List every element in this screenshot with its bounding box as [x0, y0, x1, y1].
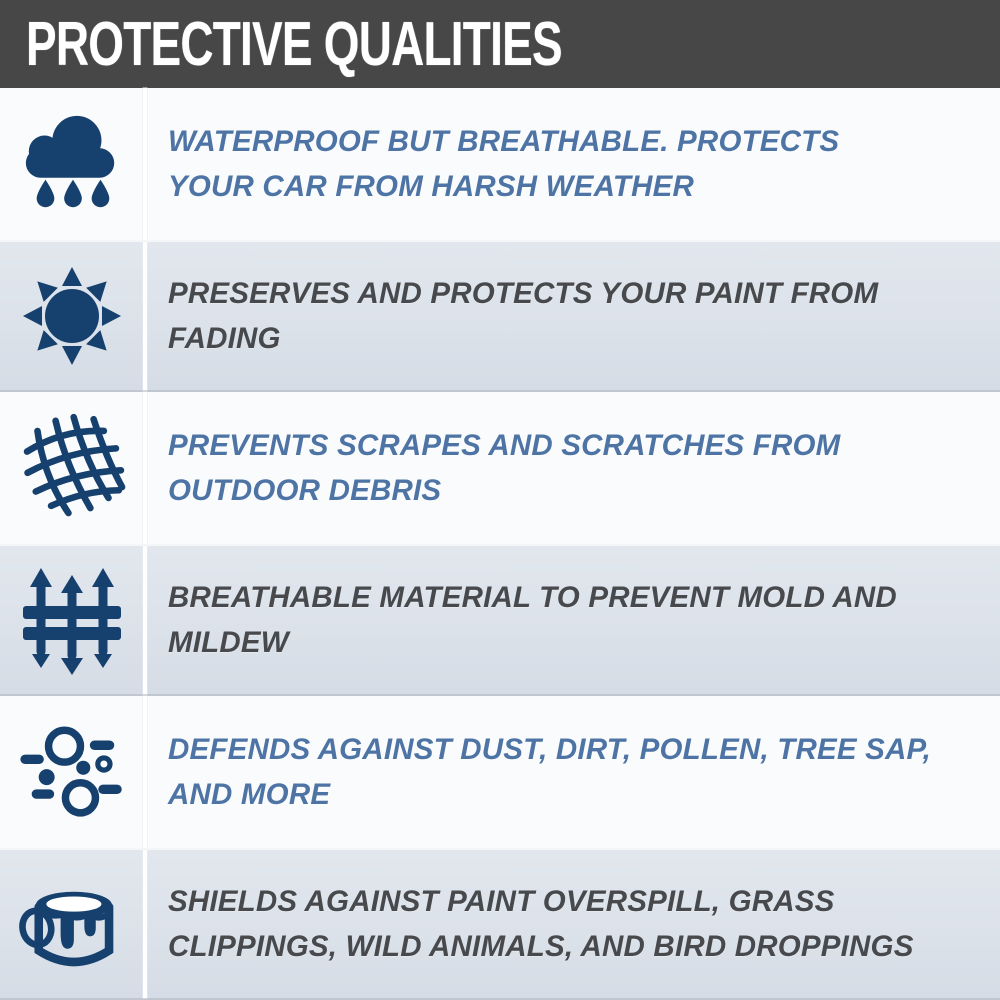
feature-line: MILDEW: [168, 626, 289, 659]
icon-cell: [0, 546, 143, 694]
paint-can-icon: [15, 867, 129, 981]
feature-line: DEFENDS AGAINST DUST, DIRT, POLLEN, TREE SAP,: [168, 733, 931, 766]
icon-cell: [0, 850, 143, 998]
feature-line: PRESERVES AND PROTECTS YOUR PAINT FROM: [168, 277, 879, 310]
feature-row-dust: [0, 696, 1000, 848]
feature-row-fading: [0, 240, 1000, 392]
feature-line: PREVENTS SCRAPES AND SCRATCHES FROM: [168, 429, 841, 462]
feature-text: [147, 850, 1000, 998]
feature-text: [147, 696, 1000, 848]
feature-text: [147, 546, 1000, 694]
feature-line: CLIPPINGS, WILD ANIMALS, AND BIRD DROPPINGS: [168, 930, 914, 963]
rain-cloud-icon: [18, 108, 126, 220]
feature-row-scratches: [0, 392, 1000, 544]
feature-line: YOUR CAR FROM HARSH WEATHER: [168, 170, 694, 203]
feature-text: [147, 242, 1000, 390]
feature-line: FADING: [168, 322, 281, 355]
header-bar: [0, 0, 1000, 88]
feature-line: OUTDOOR DEBRIS: [168, 474, 442, 507]
feature-text: [147, 392, 1000, 544]
icon-cell: [0, 392, 143, 544]
icon-cell: [0, 242, 143, 390]
icon-cell: [0, 696, 143, 848]
page-title: PROTECTIVE QUALITIES: [26, 9, 562, 79]
icon-cell: [0, 88, 143, 240]
feature-line: AND MORE: [168, 778, 331, 811]
feature-line: SHIELDS AGAINST PAINT OVERSPILL, GRASS: [168, 885, 835, 918]
feature-row-mold: [0, 544, 1000, 696]
sun-icon: [17, 261, 127, 371]
dust-particles-icon: [11, 718, 133, 826]
breathable-arrows-icon: [17, 564, 127, 676]
mesh-net-icon: [16, 412, 128, 524]
feature-text: [147, 88, 1000, 240]
feature-line: BREATHABLE MATERIAL TO PREVENT MOLD AND: [168, 581, 897, 614]
feature-line: WATERPROOF BUT BREATHABLE. PROTECTS: [168, 125, 840, 158]
feature-row-waterproof: [0, 88, 1000, 240]
feature-row-overspill: [0, 848, 1000, 1000]
